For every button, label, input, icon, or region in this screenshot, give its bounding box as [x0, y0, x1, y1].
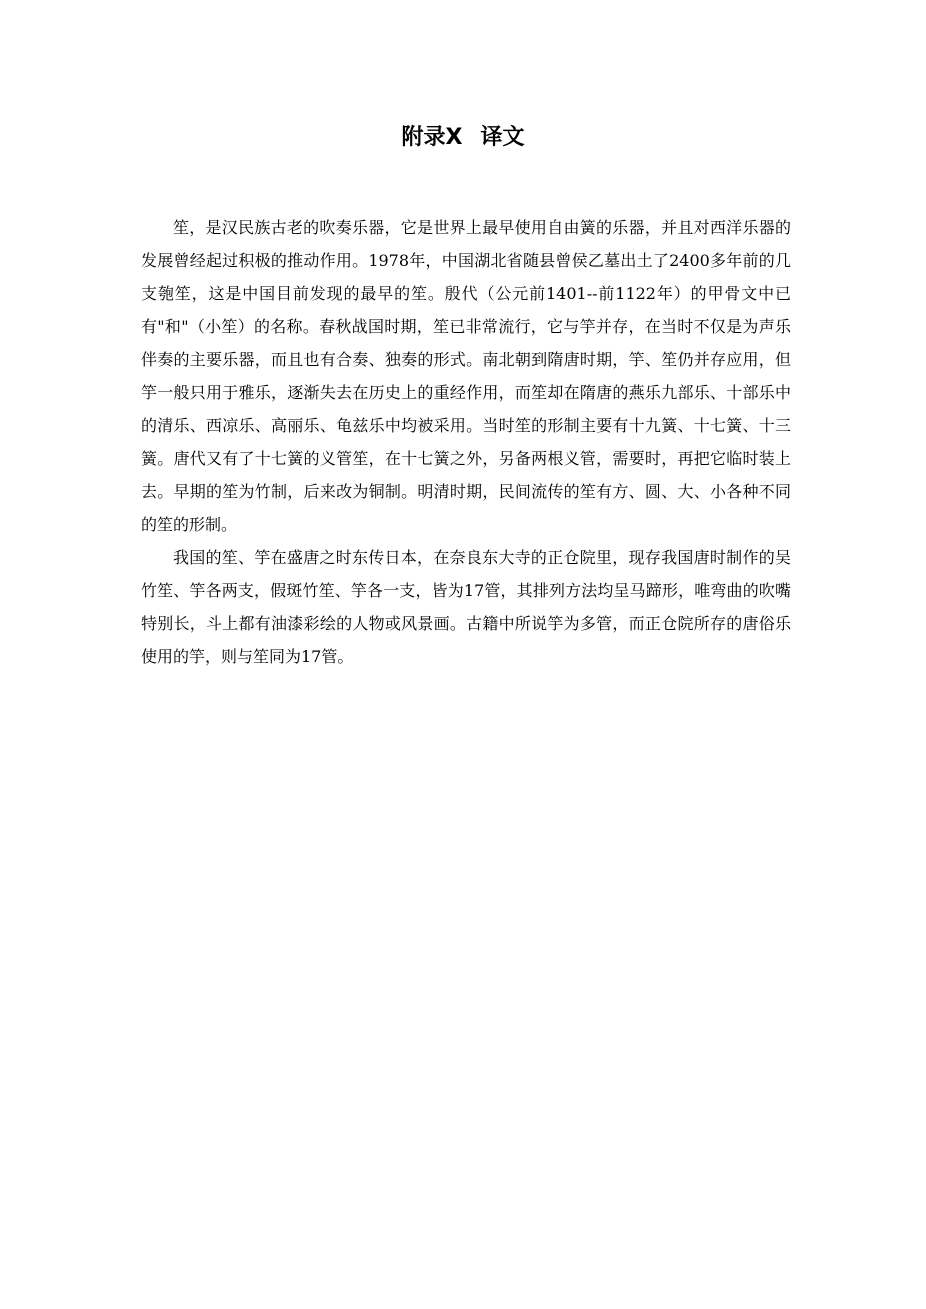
paragraph-2: 我国的笙、竽在盛唐之时东传日本，在奈良东大寺的正仓院里，现存我国唐时制作的吴竹笙、竽各两支，假斑竹笙、竽各一支，皆为17管，其排列方法均呈马蹄形，唯弯曲的吹嘴特别长，斗上都有油漆彩绘的人物或风景画。古籍中所说竽为多管，而正仓院所存的唐俗乐使用的竽，则与笙同为17管。: [141, 548, 791, 666]
paragraph-1: 笙，是汉民族古老的吹奏乐器，它是世界上最早使用自由簧的乐器，并且对西洋乐器的发展曾经起过积极的推动作用。1978年，中国湖北省随县曾侯乙墓出土了2400多年前的几支匏笙，这是中国目前发现的最早的笙。殷代（公元前1401--前1122年）的甲骨文中已有"和"（小笙）的名称。春秋战国时期，笙已非常流行，它与竽并存，在当时不仅是为声乐伴奏的主要乐器，而且也有合奏、独奏的形式。南北朝到隋唐时期，竽、笙仍并存应用，但竽一般只用于雅乐，逐渐失去在历史上的重经作用，而笙却在隋唐的燕乐九部乐、十部乐中的清乐、西凉乐、高丽乐、龟兹乐中均被采用。当时笙的形制主要有十九簧、十七簧、十三簧。唐代又有了十七簧的义管笙，在十七簧之外，另备两根义管，需要时，再把它临时装上去。早期的笙为竹制，后来改为铜制。明清时期，民间流传的笙有方、圆、大、小各种不同的笙的形制。: [141, 218, 791, 534]
body-text: [141, 211, 791, 673]
page-title: [0, 122, 926, 154]
title-sub: 译文: [480, 125, 525, 150]
title-main: 附录Ⅹ: [401, 125, 463, 150]
